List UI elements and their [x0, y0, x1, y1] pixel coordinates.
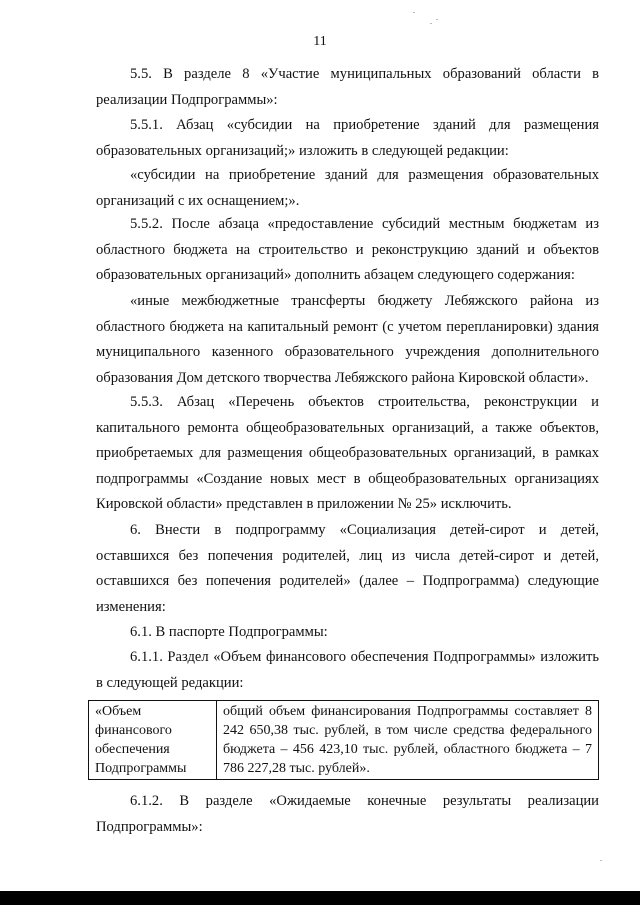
paragraph-6: 6. Внести в подпрограмму «Социализация детей-сирот и детей, оставшихся без попечения родителей, лиц из числа детей-сирот и детей, оставшихся без попечения родителей» (далее – Подпрограмма) следующие изменения:: [96, 522, 599, 615]
scan-speck: [430, 23, 432, 24]
paragraph-6-1-1: 6.1.1. Раздел «Объем финансового обеспечения Подпрограммы» изложить в следующей редакции:: [96, 649, 599, 691]
scan-speck: [413, 12, 415, 13]
scan-bottom-edge: [0, 891, 640, 905]
paragraph-6-1-2: 6.1.2. В разделе «Ожидаемые конечные результаты реализации Подпрограммы»:: [96, 793, 599, 835]
paragraph-5-5-3: 5.5.3. Абзац «Перечень объектов строительства, реконструкции и капитального ремонта общеобразовательных организаций, а также объектов, приобретаемых для размещения общеобразовательных организаций, в рамках подпрограммы «Создание новых мест в общеобразовательных организациях Кировской области» представлен в приложении № 25» исключить.: [96, 394, 599, 512]
paragraph-5-5: 5.5. В разделе 8 «Участие муниципальных образований области в реализации Подпрограммы»:: [96, 66, 599, 108]
paragraph-5-5-2: 5.5.2. После абзаца «предоставление субсидий местным бюджетам из областного бюджета на строительство и реконструкцию зданий и объектов образовательных организаций» дополнить абзацем следующего содержания:: [96, 216, 599, 283]
page-number: 11: [313, 34, 327, 49]
scan-speck: [600, 860, 602, 861]
table-label-cell: «Объем финансового обеспечения Подпрограммы: [89, 701, 217, 780]
paragraph-5-5-1: 5.5.1. Абзац «субсидии на приобретение зданий для размещения образовательных организаций;» изложить в следующей редакции:: [96, 117, 599, 159]
scan-speck: [436, 19, 438, 20]
funding-table: [88, 700, 599, 780]
table-text-cell: общий объем финансирования Подпрограммы составляет 8 242 650,38 тыс. рублей, в том числе средства федерального бюджета – 456 423,10 тыс. рублей, областного бюджета – 7 786 227,28 тыс. рублей».: [217, 701, 599, 780]
paragraph-quote-subsidies: «субсидии на приобретение зданий для размещения образовательных организаций с их оснащением;».: [96, 167, 599, 209]
paragraph-6-1: 6.1. В паспорте Подпрограммы:: [130, 624, 328, 640]
table-row: [89, 701, 599, 780]
paragraph-quote-transfers: «иные межбюджетные трансферты бюджету Лебяжского района из областного бюджета на капитальный ремонт (с учетом перепланировки) здания муниципального казенного образовательного учреждения дополнительного образования Дом детского творчества Лебяжского района Кировской области».: [96, 293, 599, 386]
